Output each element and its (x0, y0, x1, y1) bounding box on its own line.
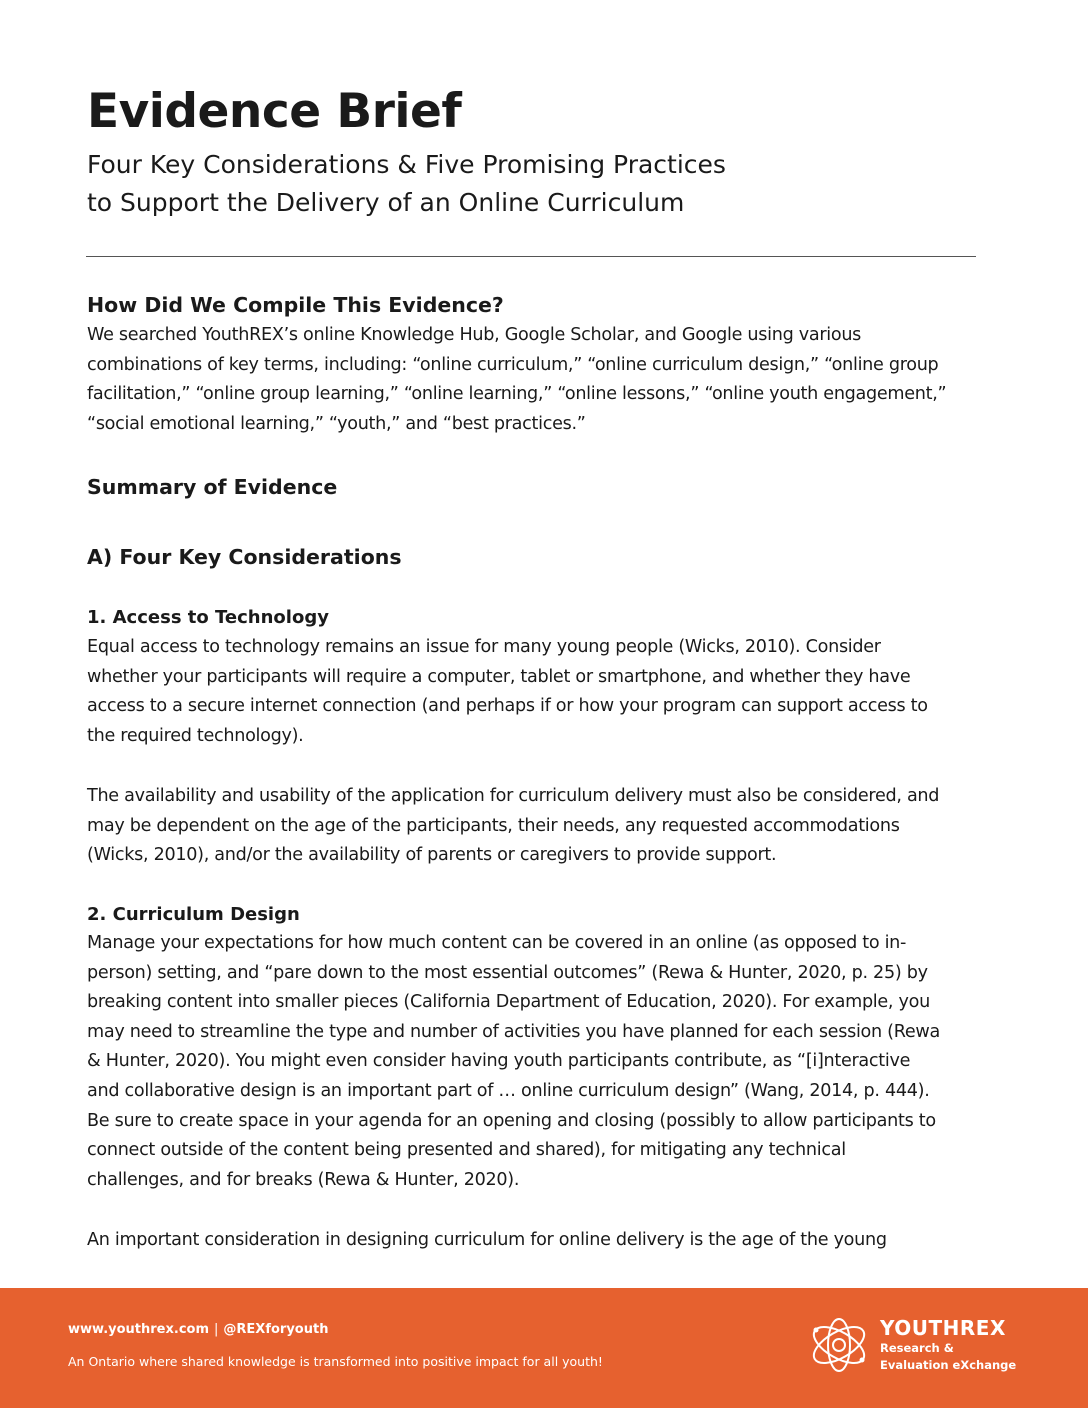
methods-heading: How Did We Compile This Evidence? (87, 293, 504, 317)
text-line: connect outside of the content being presented and shared), for mitigating any technical (87, 1140, 846, 1161)
text-line: Be sure to create space in your agenda for an opening and closing (possibly to allow participants to (87, 1110, 936, 1131)
footer-contact (68, 1322, 328, 1337)
logo-subtitle-line: Evaluation eXchange (880, 1358, 1017, 1372)
methods-paragraph (87, 321, 1017, 439)
text-line: breaking content into smaller pieces (California Department of Education, 2020). For example, you (87, 992, 930, 1013)
text-line: & Hunter, 2020). You might even consider having youth participants contribute, as “[i]nteractive (87, 1051, 911, 1072)
text-line: whether your participants will require a computer, tablet or smartphone, and whether they have (87, 666, 911, 687)
text-line: may need to streamline the type and number of activities you have planned for each session (Rewa (87, 1021, 940, 1042)
access-paragraph-2 (87, 782, 1017, 871)
access-paragraph-1 (87, 633, 1017, 751)
text-line: (Wicks, 2010), and/or the availability of parents or caregivers to provide support. (87, 845, 777, 866)
text-line: challenges, and for breaks (Rewa & Hunter, 2020). (87, 1169, 520, 1190)
text-line: “social emotional learning,” “youth,” and “best practices.” (87, 413, 586, 434)
text-line: We searched YouthREX’s online Knowledge Hub, Google Scholar, and Google using various (87, 325, 862, 345)
logo-wordmark (880, 1318, 1016, 1372)
twitter-handle-link[interactable]: @REXforyouth (223, 1322, 329, 1337)
logo-name: YOUTHREX (880, 1316, 1006, 1340)
text-line: Equal access to technology remains an issue for many young people (Wicks, 2010). Consider (87, 637, 881, 657)
page-subtitle (87, 146, 987, 222)
footer-banner (0, 1288, 1088, 1408)
curriculum-paragraph-2 (87, 1226, 1017, 1256)
curriculum-paragraph-1 (87, 929, 1017, 1195)
page-title: Evidence Brief (87, 84, 462, 139)
text-line: the required technology). (87, 725, 304, 746)
text-line: and collaborative design is an important part of … online curriculum design” (Wang, 2014, p. 444). (87, 1080, 930, 1101)
text-line: An important consideration in designing curriculum for online delivery is the age of the young (87, 1230, 887, 1250)
text-line: access to a secure internet connection (and perhaps if or how your program can support access to (87, 696, 928, 717)
curriculum-design-heading: 2. Curriculum Design (87, 904, 300, 925)
text-line: facilitation,” “online group learning,” “online learning,” “online lessons,” “online youth engagement,” (87, 384, 947, 405)
text-line: Manage your expectations for how much content can be covered in an online (as opposed to in- (87, 933, 907, 953)
text-line: may be dependent on the age of the participants, their needs, any requested accommodations (87, 815, 900, 836)
section-a-heading: A) Four Key Considerations (87, 545, 402, 569)
website-link[interactable]: www.youthrex.com (68, 1322, 210, 1337)
youthrex-logo-icon (806, 1312, 872, 1378)
logo-subtitle-line: Research & (880, 1341, 954, 1355)
footer-separator: | (214, 1322, 219, 1337)
summary-heading: Summary of Evidence (87, 475, 338, 499)
subtitle-line: Four Key Considerations & Five Promising Practices (87, 150, 726, 179)
subtitle-line: to Support the Delivery of an Online Curriculum (87, 188, 685, 217)
footer-tagline: An Ontario where shared knowledge is transformed into positive impact for all youth! (68, 1354, 603, 1369)
access-to-technology-heading: 1. Access to Technology (87, 607, 329, 628)
text-line: combinations of key terms, including: “online curriculum,” “online curriculum design,” “online group (87, 354, 939, 375)
text-line: person) setting, and “pare down to the most essential outcomes” (Rewa & Hunter, 2020, p. 25) by (87, 962, 928, 983)
header-divider (86, 256, 976, 257)
text-line: The availability and usability of the application for curriculum delivery must also be considered, and (87, 786, 940, 806)
